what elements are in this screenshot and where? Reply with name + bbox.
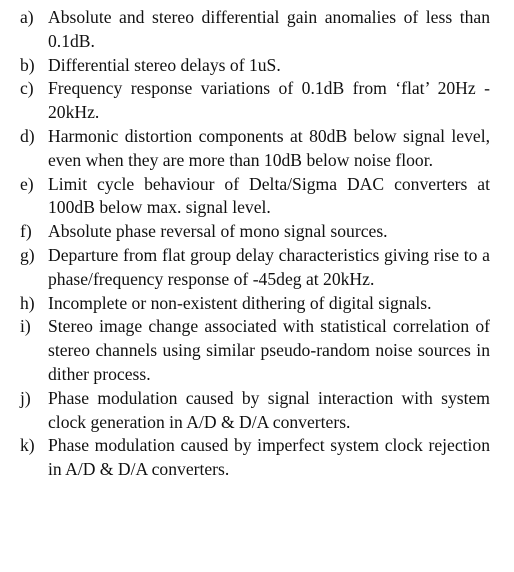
list-item-text: Limit cycle behaviour of Delta/Sigma DAC converters at 100dB below max. signal level.	[48, 173, 490, 218]
list-marker: c)	[20, 78, 34, 99]
list-item-text: Differential stereo delays of 1uS.	[48, 54, 281, 75]
list-item-text: Departure from flat group delay characteristics giving rise to a phase/frequency response of -45deg at 20kHz.	[48, 244, 490, 289]
list-marker: j)	[20, 387, 31, 408]
list-marker: i)	[20, 316, 31, 337]
list-item-b	[20, 54, 490, 78]
list-marker: h)	[20, 292, 35, 313]
list-marker: b)	[20, 54, 35, 75]
list-item-text: Phase modulation caused by imperfect system clock rejection in A/D & D/A converters.	[48, 435, 490, 480]
list-marker: k)	[20, 435, 35, 456]
list-item-text: Stereo image change associated with statistical correlation of stereo channels using similar pseudo-random noise sources in dither process.	[48, 316, 490, 384]
list-item-j	[20, 387, 490, 435]
list-item-text: Frequency response variations of 0.1dB from ‘flat’ 20Hz - 20kHz.	[48, 78, 490, 123]
list-item-i	[20, 315, 490, 386]
list-item-text: Phase modulation caused by signal interaction with system clock generation in A/D & D/A converters.	[48, 387, 490, 432]
list-marker: e)	[20, 173, 34, 194]
list-marker: f)	[20, 221, 32, 242]
list-item-e	[20, 173, 490, 221]
list-item-text: Absolute phase reversal of mono signal sources.	[48, 221, 388, 242]
list-item-k	[20, 434, 490, 482]
list-item-h	[20, 292, 490, 316]
list-item-text: Absolute and stereo differential gain anomalies of less than 0.1dB.	[48, 7, 490, 51]
list-marker: a)	[20, 7, 34, 27]
list-item-a	[20, 6, 490, 54]
list-item-f	[20, 220, 490, 244]
list-item-c	[20, 77, 490, 125]
list-marker: g)	[20, 244, 35, 265]
list-item-d	[20, 125, 490, 173]
list-item-g	[20, 244, 490, 292]
list-marker: d)	[20, 125, 35, 146]
list-item-text: Incomplete or non-existent dithering of digital signals.	[48, 292, 432, 313]
document-page	[20, 6, 490, 482]
list-item-text: Harmonic distortion components at 80dB below signal level, even when they are more than 10dB below noise floor.	[48, 125, 490, 170]
lettered-list	[20, 6, 490, 482]
